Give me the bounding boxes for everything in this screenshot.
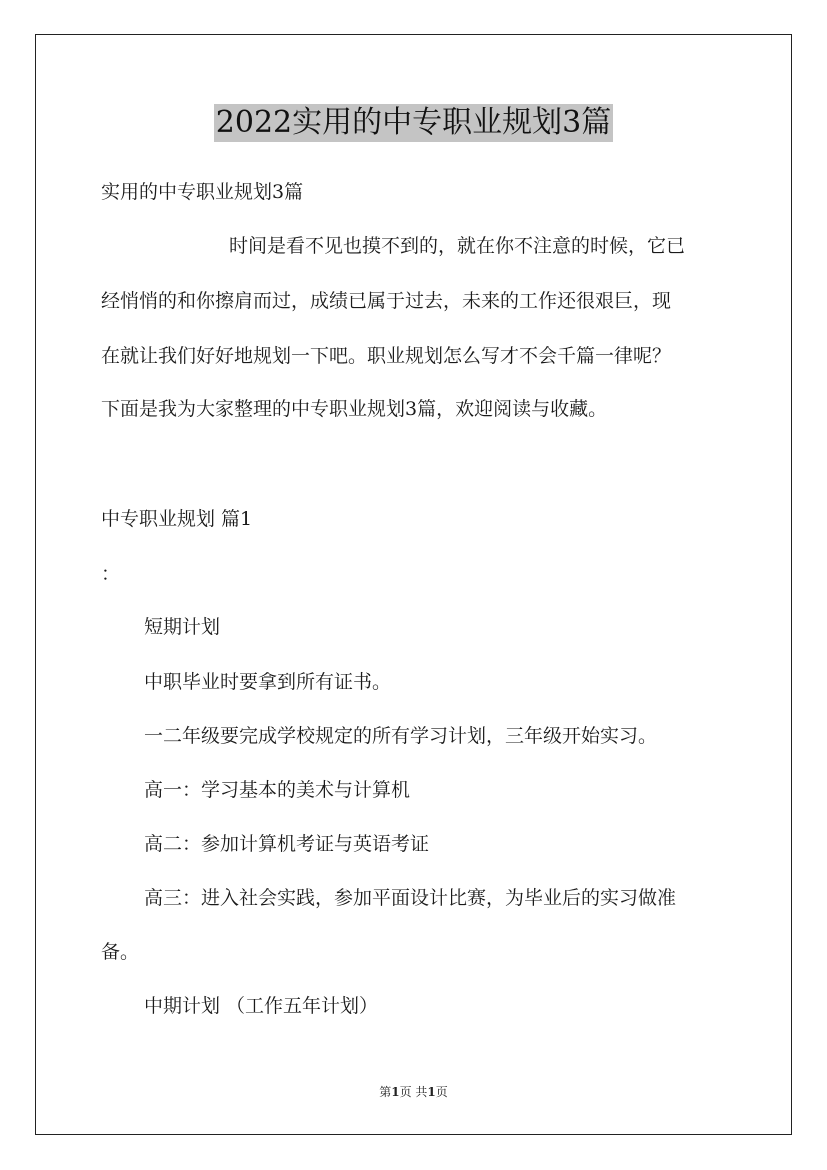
intro-line-1: 时间是看不见也摸不到的，就在你不注意的时候，它已 xyxy=(229,235,686,257)
body-line-grade-three-cont: 备。 xyxy=(101,941,140,963)
intro-line-3: 在就让我们好好地规划一下吧。职业规划怎么写才不会千篇一律呢？ xyxy=(101,345,672,367)
section-heading: 中专职业规划 篇1 xyxy=(101,508,253,530)
short-term-plan-heading: 短期计划 xyxy=(144,616,221,638)
heading-colon: ： xyxy=(101,563,121,585)
footer-page-total: 1 xyxy=(427,1085,436,1099)
body-line-study-plan: 一二年级要完成学校规定的所有学习计划，三年级开始实习。 xyxy=(144,725,658,747)
footer-prefix: 第 xyxy=(379,1085,392,1099)
footer-mid: 页 共 xyxy=(399,1085,428,1099)
page-footer xyxy=(0,1084,827,1100)
title-container xyxy=(0,104,827,142)
document-subtitle: 实用的中专职业规划3篇 xyxy=(101,181,304,203)
document-title: 2022实用的中专职业规划3篇 xyxy=(215,105,612,140)
body-line-grade-one: 高一：学习基本的美术与计算机 xyxy=(144,779,411,801)
intro-line-4: 下面是我为大家整理的中专职业规划3篇，欢迎阅读与收藏。 xyxy=(101,398,608,420)
intro-line-2: 经悄悄的和你擦肩而过，成绩已属于过去，未来的工作还很艰巨，现 xyxy=(101,290,672,312)
footer-page-number: 1 xyxy=(391,1085,400,1099)
body-line-certificates: 中职毕业时要拿到所有证书。 xyxy=(144,671,392,693)
mid-term-plan-heading: 中期计划 （工作五年计划） xyxy=(144,995,379,1017)
body-line-grade-three: 高三：进入社会实践，参加平面设计比赛，为毕业后的实习做准 xyxy=(144,887,677,909)
footer-suffix: 页 xyxy=(435,1085,448,1099)
body-line-grade-two: 高二：参加计算机考证与英语考证 xyxy=(144,833,430,855)
